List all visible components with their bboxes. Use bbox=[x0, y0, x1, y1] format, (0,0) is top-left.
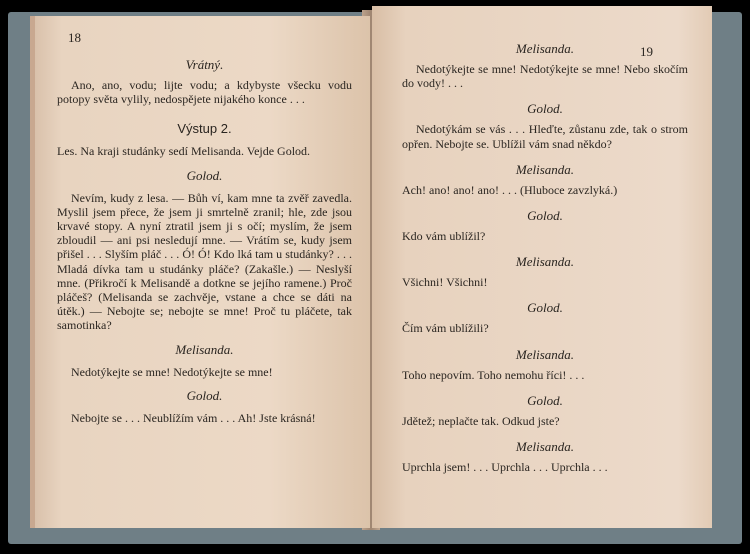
dialogue-text: Jdětež; neplačte tak. Odkud jste? bbox=[402, 413, 560, 428]
speaker-name: Golod. bbox=[186, 387, 223, 403]
dialogue-text: Nedotýkám se vás . . . Hleďte, zůstanu zde, tak o strom opřen. Nebojte se. Ublížil vám snad někdo? bbox=[402, 122, 688, 151]
page-number-left: 18 bbox=[68, 30, 81, 45]
speaker-name: Golod. bbox=[527, 101, 563, 117]
dialogue-text: Všichni! Všichni! bbox=[402, 275, 488, 290]
speaker-name: Melisanda. bbox=[175, 341, 234, 357]
dialogue-text: Toho nepovím. Toho nemohu říci! . . . bbox=[402, 367, 585, 382]
left-page bbox=[30, 16, 370, 528]
dialogue-text: Kdo vám ublížil? bbox=[402, 229, 486, 244]
speaker-name: Vrátný. bbox=[185, 57, 224, 72]
speaker-name: Melisanda. bbox=[515, 161, 575, 177]
dialogue-text: Nedotýkejte se mne! Nedotýkejte se mne! Nebo skočím do vody! . . . bbox=[402, 62, 688, 91]
right-page bbox=[372, 6, 712, 528]
speaker-name: Melisanda. bbox=[515, 346, 575, 362]
page-number-right: 19 bbox=[640, 44, 653, 59]
speaker-name: Melisanda. bbox=[515, 439, 575, 455]
dialogue-text: Čím vám ublížili? bbox=[402, 321, 489, 336]
scene-heading: Výstup 2. bbox=[177, 121, 232, 137]
left-page-content bbox=[57, 56, 352, 425]
speaker-name: Golod. bbox=[186, 167, 223, 183]
speaker-name: Golod. bbox=[527, 300, 563, 316]
right-page-content bbox=[402, 40, 688, 474]
speaker-name: Golod. bbox=[527, 392, 563, 408]
speaker-name: Melisanda. bbox=[515, 41, 575, 56]
speaker-name: Melisanda. bbox=[515, 254, 575, 270]
dialogue-text: Ach! ano! ano! ano! . . . (Hluboce zavzlyká.) bbox=[402, 182, 618, 197]
dialogue-text: Uprchla jsem! . . . Uprchla . . . Uprchla . . . bbox=[402, 460, 608, 475]
speaker-name: Golod. bbox=[527, 208, 563, 224]
dialogue-text: Nevím, kudy z lesa. — Bůh ví, kam mne ta zvěř zavedla. Myslil jsem přece, že jsem ji smrtelně zranil; hle, zde jsou krvavé stopy. A nyní ztratil jsem ji s očí; myslím, že jsem zbloudil — ani psi nesledují mne. — Vrátím se, kudy jsem přišel . . . Slyším pláč . . . Ó! Ó! Kdo lká tam u studánky? . . . Mladá dívka tam u studánky pláče? (Zakašle.) — Neslyší mne. (Přikročí k Melisandě a dotkne se jejího ramene.) Proč pláčeš? (Melisanda se zachvěje, vstane a chce se dáti na útěk.) — Nebojte se; nebojte se mne! Proč tu pláčete, tak samotinka? bbox=[57, 190, 352, 333]
dialogue-text: Nebojte se . . . Neublížím vám . . . Ah! Jste krásná! bbox=[71, 410, 316, 425]
dialogue-text: Ano, ano, vodu; lijte vodu; a kdybyste všecku vodu potopy světa vylily, nedospějete nijakého konce . . . bbox=[57, 78, 352, 107]
dialogue-text: Nedotýkejte se mne! Nedotýkejte se mne! bbox=[71, 364, 273, 379]
dialogue-text: Les. Na kraji studánky sedí Melisanda. Vejde Golod. bbox=[57, 144, 311, 159]
